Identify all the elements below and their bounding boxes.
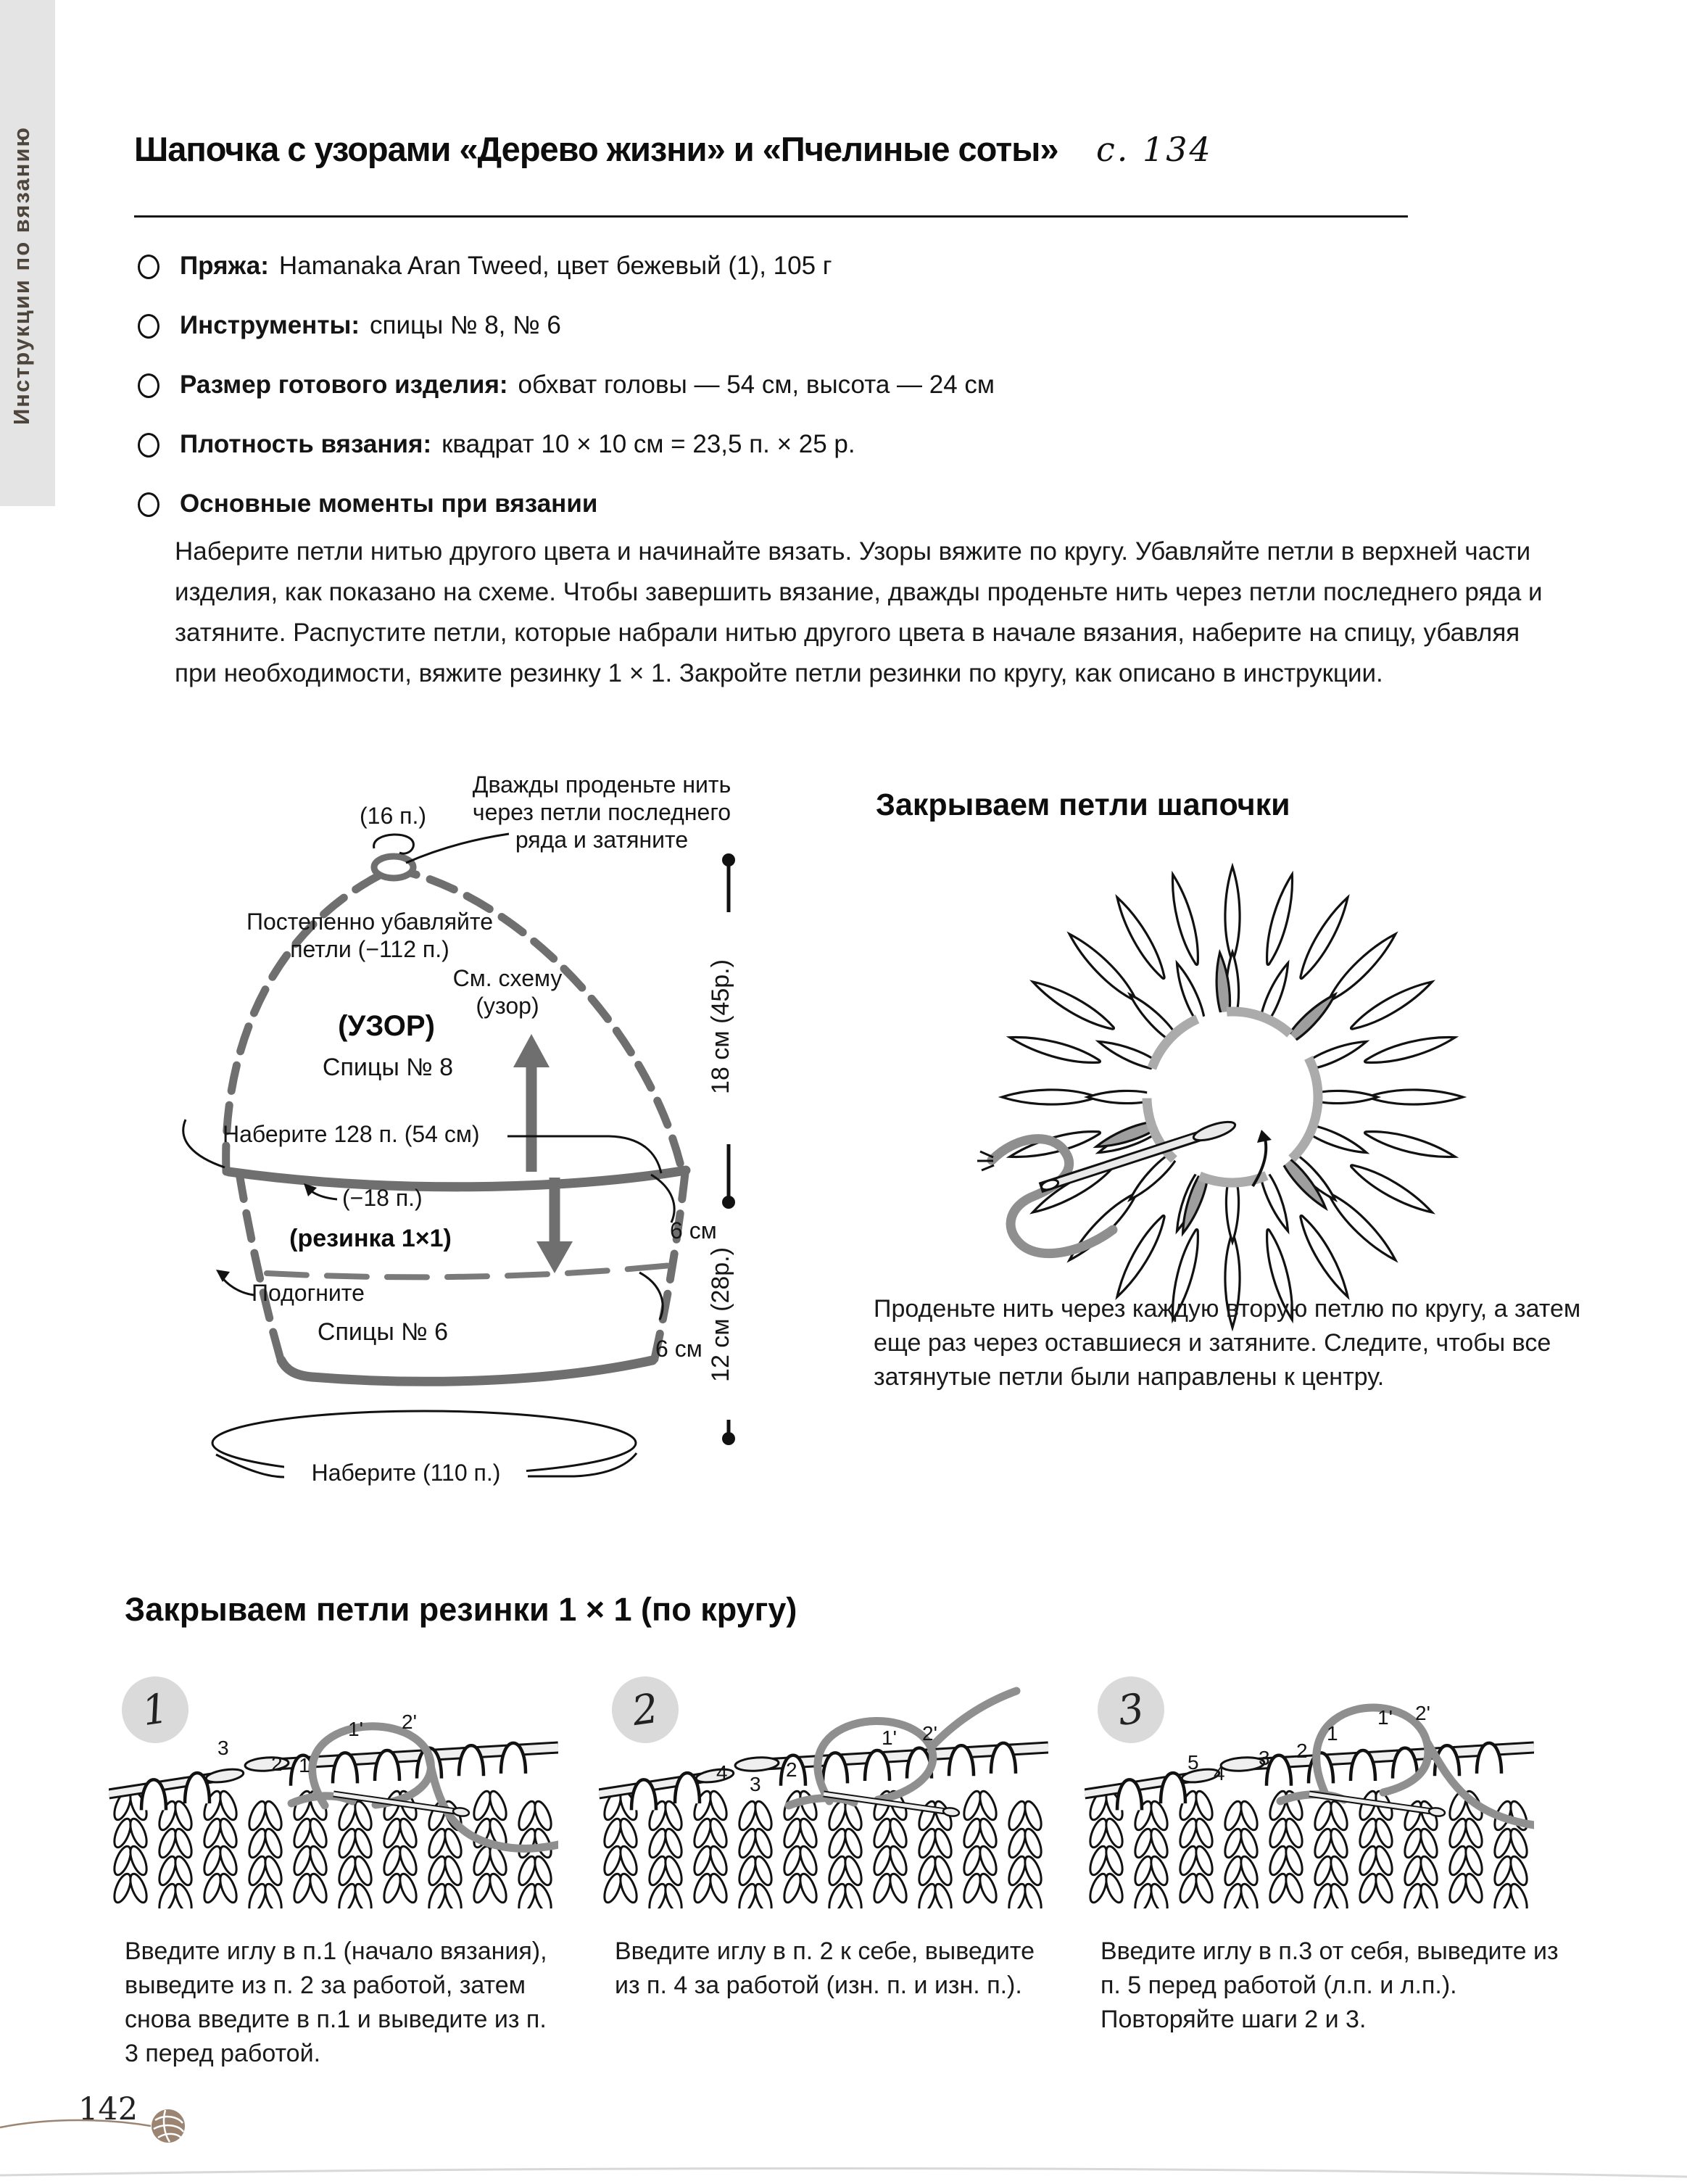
list-item <box>138 486 1588 521</box>
decrease-note-line: Постепенно убавляйте <box>246 909 494 935</box>
list-item <box>138 426 1588 462</box>
cast-on-128-label: Наберите 128 п. (54 см) <box>223 1121 480 1147</box>
step-number: 2 <box>629 1684 662 1735</box>
bindoff-ring <box>374 856 413 878</box>
cast-on-110-label: Наберите (110 п.) <box>311 1460 501 1486</box>
top-note-line: Дважды проденьте нить <box>472 772 731 798</box>
hat-schematic <box>101 738 754 1518</box>
dim-crown-label: 18 см (45р.) <box>707 959 734 1094</box>
stitch-label: 2' <box>922 1722 937 1745</box>
stitch-label: 1 <box>1327 1722 1338 1745</box>
spec-value: спицы № 8, № 6 <box>370 311 561 339</box>
step-number: 1 <box>138 1684 172 1735</box>
stitch-label: 1' <box>1377 1706 1393 1729</box>
step-1-caption: Введите иглу в п.1 (начало вязания), выведите из п. 2 за работой, затем снова введите в п.1 и выведите из п. 3 перед работой. <box>125 1937 547 2067</box>
stitch-label: 1' <box>882 1726 897 1749</box>
spec-value: Hamanaka Aran Tweed, цвет бежевый (1), 105 г <box>278 252 832 280</box>
page-number: 142 <box>78 2091 138 2127</box>
spec-label: Инструменты: <box>180 311 360 339</box>
stitch-label: 2' <box>402 1711 417 1733</box>
bindoff-hat-heading: Закрываем петли шапочки <box>876 787 1290 822</box>
title-rule <box>134 215 1408 218</box>
stitch-label: 1' <box>348 1718 363 1740</box>
stitch-label: 2 <box>786 1758 797 1781</box>
step-2-caption: Введите иглу в п. 2 к себе, выведите из п. 4 за работой (изн. п. и изн. п.). <box>615 1937 1035 1999</box>
key-points-body: Наберите петли нитью другого цвета и начинайте вязать. Узоры вяжите по кругу. Убавляйте петли в верхней части изделия, как показано на схеме. Чтобы завершить вязание, дважды проденьте нить через петли последнего ряда и затяните. Распустите петли, которые набрали нитью другого цвета в начале вязания, наберите на спицу, убавляя при необходимости, вяжите резинку 1 × 1. Закройте петли резинки по кругу, как описано в инструкции. <box>175 537 1543 687</box>
stitch-label: 3 <box>750 1773 761 1795</box>
list-item <box>138 248 1588 284</box>
minus-18-label: (−18 п.) <box>342 1185 423 1211</box>
stitch-label: 1 <box>299 1754 310 1776</box>
spec-label: Размер готового изделия: <box>180 371 508 399</box>
decrease-note-line: петли (−112 п.) <box>290 936 449 962</box>
list-item <box>138 307 1588 343</box>
page-reference: с. 134 <box>1095 130 1213 169</box>
yarn-squiggle <box>374 835 414 853</box>
circle-bullet-icon <box>138 433 159 458</box>
sidebar-section-text: Инструкции по вязанию <box>9 125 34 425</box>
circle-bullet-icon <box>138 492 159 517</box>
scan-edge-line <box>0 2148 1687 2184</box>
key-points-heading: Основные моменты при вязании <box>180 489 598 518</box>
yarn-ball-icon <box>0 2097 196 2155</box>
sidebar-section-label <box>9 62 46 425</box>
spec-label: Пряжа: <box>180 252 269 280</box>
bindoff-rib-heading: Закрываем петли резинки 1 × 1 (по кругу) <box>125 1591 797 1628</box>
see-chart-line: См. схему <box>452 965 563 991</box>
step-3-caption: Введите иглу в п.3 от себя, выведите из п. 5 перед работой (л.п. и л.п.). Повторяйте шаги 2 и 3. <box>1101 1937 1559 2033</box>
list-item <box>138 367 1588 402</box>
step-1-illustration <box>109 1684 558 1908</box>
stitch-label: 3 <box>1259 1747 1270 1769</box>
spec-label: Плотность вязания: <box>180 430 432 458</box>
step-2-illustration <box>599 1684 1048 1908</box>
circle-bullet-icon <box>138 373 159 398</box>
dim-brim-label: 12 см (28р.) <box>707 1247 734 1382</box>
circle-bullet-icon <box>138 314 159 339</box>
needle-6-label: Спицы № 6 <box>317 1318 449 1346</box>
see-chart-line: (узор) <box>476 993 539 1019</box>
stitch-label: 4 <box>716 1761 728 1784</box>
dim-6cm-b: 6 см <box>655 1336 702 1362</box>
top-note-line: ряда и затяните <box>515 827 689 853</box>
spec-value: квадрат 10 × 10 см = 23,5 п. × 25 р. <box>442 430 855 458</box>
stitch-label: 2 <box>1296 1740 1308 1762</box>
page-title: Шапочка с узорами «Дерево жизни» и «Пчелиные соты» <box>134 130 1058 168</box>
top-note-line: через петли последнего <box>472 799 731 825</box>
step-3-illustration <box>1085 1684 1534 1908</box>
rib-label: (резинка 1×1) <box>289 1225 452 1252</box>
stitch-label: 2 <box>271 1753 283 1775</box>
stitch-label: 5 <box>1187 1751 1199 1774</box>
step-number: 3 <box>1114 1684 1148 1735</box>
bindoff-hat-illustration <box>964 847 1501 1354</box>
spec-list <box>138 248 1588 545</box>
spec-value: обхват головы — 54 см, высота — 24 см <box>518 371 995 399</box>
needle-8-label: Спицы № 8 <box>322 1054 454 1081</box>
circle-bullet-icon <box>138 255 159 279</box>
stitch-label: 3 <box>217 1737 229 1759</box>
stitch-label: 2' <box>1415 1702 1430 1724</box>
stitches-top-label: (16 п.) <box>359 803 427 829</box>
stitch-label: 4 <box>1214 1762 1225 1784</box>
bindoff-hat-caption: Проденьте нить через каждую вторую петлю по кругу, а затем еще раз через оставшиеся и затяните. Следите, чтобы все затянутые петли были направлены к центру. <box>874 1295 1581 1391</box>
pattern-label: (УЗОР) <box>338 1010 435 1042</box>
fold-label: Подогните <box>252 1280 365 1306</box>
dim-6cm-a: 6 см <box>670 1217 717 1244</box>
